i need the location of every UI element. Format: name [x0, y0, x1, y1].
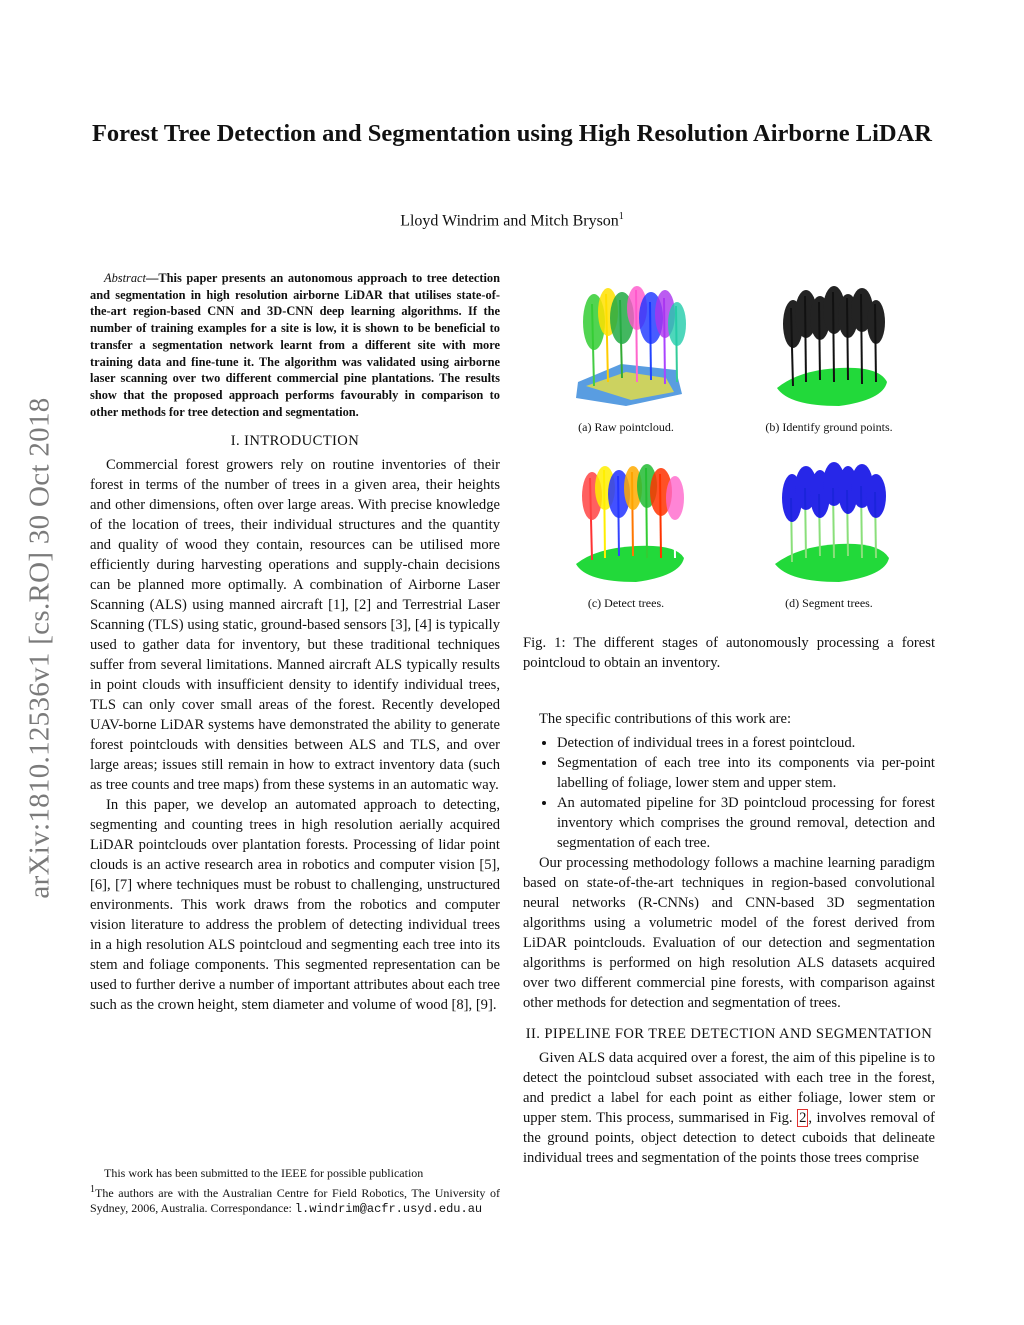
- subfigure-a: [526, 282, 726, 437]
- footnote: [90, 1166, 500, 1218]
- subfigure-c: [526, 458, 726, 613]
- abstract: [90, 270, 500, 420]
- subfigure-b: [729, 282, 929, 437]
- subcaption-c: (c) Detect trees.: [587, 596, 665, 610]
- contributions-list: [523, 733, 935, 853]
- subfigure-d: [729, 458, 929, 613]
- subcaption-a: (a) Raw pointcloud.: [578, 420, 674, 434]
- list-item: • An automated pipeline for 3D pointcloud processing for forest inventory which comprises the ground removal, detection and segmentation of each tree.: [557, 793, 935, 853]
- figure-2-link[interactable]: 2: [799, 1110, 807, 1126]
- footnote-affiliation-text: The authors are with the Australian Centre for Field Robotics, The University of Sydney, 2006, Australia. Correspondance:: [90, 1185, 500, 1215]
- contributions-intro: The specific contributions of this work are:: [539, 711, 792, 727]
- pipeline-text-end: , involves removal of the ground points, object detection to detect cuboids that delineate individual trees and segmentation of the points those trees comprise: [523, 1110, 935, 1166]
- left-column: [90, 270, 500, 1015]
- author-names: Lloyd Windrim and Mitch Bryson: [400, 212, 619, 230]
- right-column: [523, 282, 935, 1168]
- footnote-email: l.windrim@acfr.usyd.edu.au: [294, 1202, 483, 1216]
- subcaption-d: (d) Segment trees.: [785, 596, 873, 610]
- figure-caption: Fig. 1: The different stages of autonomously processing a forest pointcloud to obtain an inventory.: [523, 635, 935, 671]
- segmented-trees-image: [729, 458, 929, 586]
- arxiv-id: arXiv:1810.12536v1 [cs.RO] 30 Oct 2018: [23, 397, 56, 899]
- footnote-mark: 1: [90, 1183, 95, 1195]
- section-heading-introduction: I. INTRODUCTION: [230, 433, 360, 450]
- methodology-paragraph: Our processing methodology follows a machine learning paradigm based on state-of-the-art techniques in region-based convolutional neural networks (R-CNNs) and CNN-based 3D segmentation algorithms using a volumetric model of the forest derived from LiDAR pointclouds. Evaluation of our detection and segmentation algorithms is performed on high resolution ALS datasets acquired over two different commercial pine forests, with comparison against other methods for detection and segmentation of trees.: [523, 855, 935, 1011]
- abstract-dash: —: [146, 271, 159, 285]
- author-affiliation-mark: 1: [618, 211, 624, 222]
- abstract-text: This paper presents an autonomous approach to tree detection and segmentation in high resolution airborne LiDAR that utilises state-of-the-art region-based CNN and 3D-CNN deep learning algorithms. If the number of training examples for a site is low, it is shown to be beneficial to transfer a segmentation network learnt from a different site with more training data and fine-tune it. The algorithm was validated using airborne laser scanning over two different commercial pine plantations. The results show that the proposed approach performs favourably in comparison to other methods for tree detection and segmentation.: [90, 271, 500, 419]
- raw-pointcloud-image: [526, 282, 726, 410]
- intro-paragraph-1: Commercial forest growers rely on routine inventories of their forest in terms of the number of trees in a given area, their heights and other dimensions, often over large areas. With precise knowledge of the location of trees, their individual structures and the quantity and quality of wood they contain, resources can be utilised more efficiently during harvesting operations and supply-chain decisions can be planned more optimally. A combination of Airborne Laser Scanning (ALS) using manned aircraft [1], [2] and Terrestrial Laser Scanning (TLS) using static, ground-based sensors [3], [4] is typically used to gather data for inventory, but these traditional techniques suffer from several limitations. Manned aircraft ALS typically results in point clouds with insufficient density to identify individual trees, TLS can only cover small areas of the forest. Recently developed UAV-borne LiDAR systems have demonstrated the ability to generate forest pointclouds with densities between ALS and TLS, and over large areas; issues still remain in how to extract inventory data (such as tree counts and tree maps) from these systems in an automatic way.: [90, 457, 500, 794]
- detected-trees-image: [526, 458, 726, 586]
- section-heading-pipeline: II. PIPELINE FOR TREE DETECTION AND SEGMENTATION: [525, 1026, 933, 1042]
- paper-title: Forest Tree Detection and Segmentation using High Resolution Airborne LiDAR: [91, 120, 933, 147]
- pipeline-paragraph: [523, 1048, 935, 1168]
- intro-paragraph-2: In this paper, we develop an automated approach to detecting, segmenting and counting trees in high resolution aerially acquired LiDAR pointclouds over plantation forests. Processing of lidar point clouds is an active research area in robotics and computer vision [5], [6], [7] where techniques must be robust to challenging, unstructured environments. This work draws from the robotics and computer vision literature to address the problem of detecting individual trees in a high resolution ALS pointcloud and segmenting each tree into its stem and foliage components. This segmented representation can be used to further derive a number of important attributes about each tree such as the crown height, stem diameter and volume of wood [8], [9].: [90, 797, 500, 1014]
- footnote-submission: This work has been submitted to the IEEE for possible publication: [104, 1166, 424, 1180]
- author-line: [90, 211, 934, 230]
- subcaption-b: (b) Identify ground points.: [765, 420, 893, 434]
- footnote-affiliation: [90, 1182, 500, 1218]
- figure-1: [523, 282, 935, 624]
- list-item: • Segmentation of each tree into its components via per-point labelling of foliage, lower stem and upper stem.: [557, 753, 935, 793]
- list-item: • Detection of individual trees in a forest pointcloud.: [557, 733, 935, 753]
- arxiv-stamp: [20, 353, 60, 943]
- ground-points-image: [729, 282, 929, 410]
- pipeline-text-start: Given ALS data acquired over a forest, the aim of this pipeline is to detect the pointcloud subset associated with each tree in the forest, and predict a label for each point as either foliage, lower stem or upper stem. This process, summarised in Fig.: [523, 1050, 935, 1126]
- abstract-label: Abstract: [104, 271, 146, 285]
